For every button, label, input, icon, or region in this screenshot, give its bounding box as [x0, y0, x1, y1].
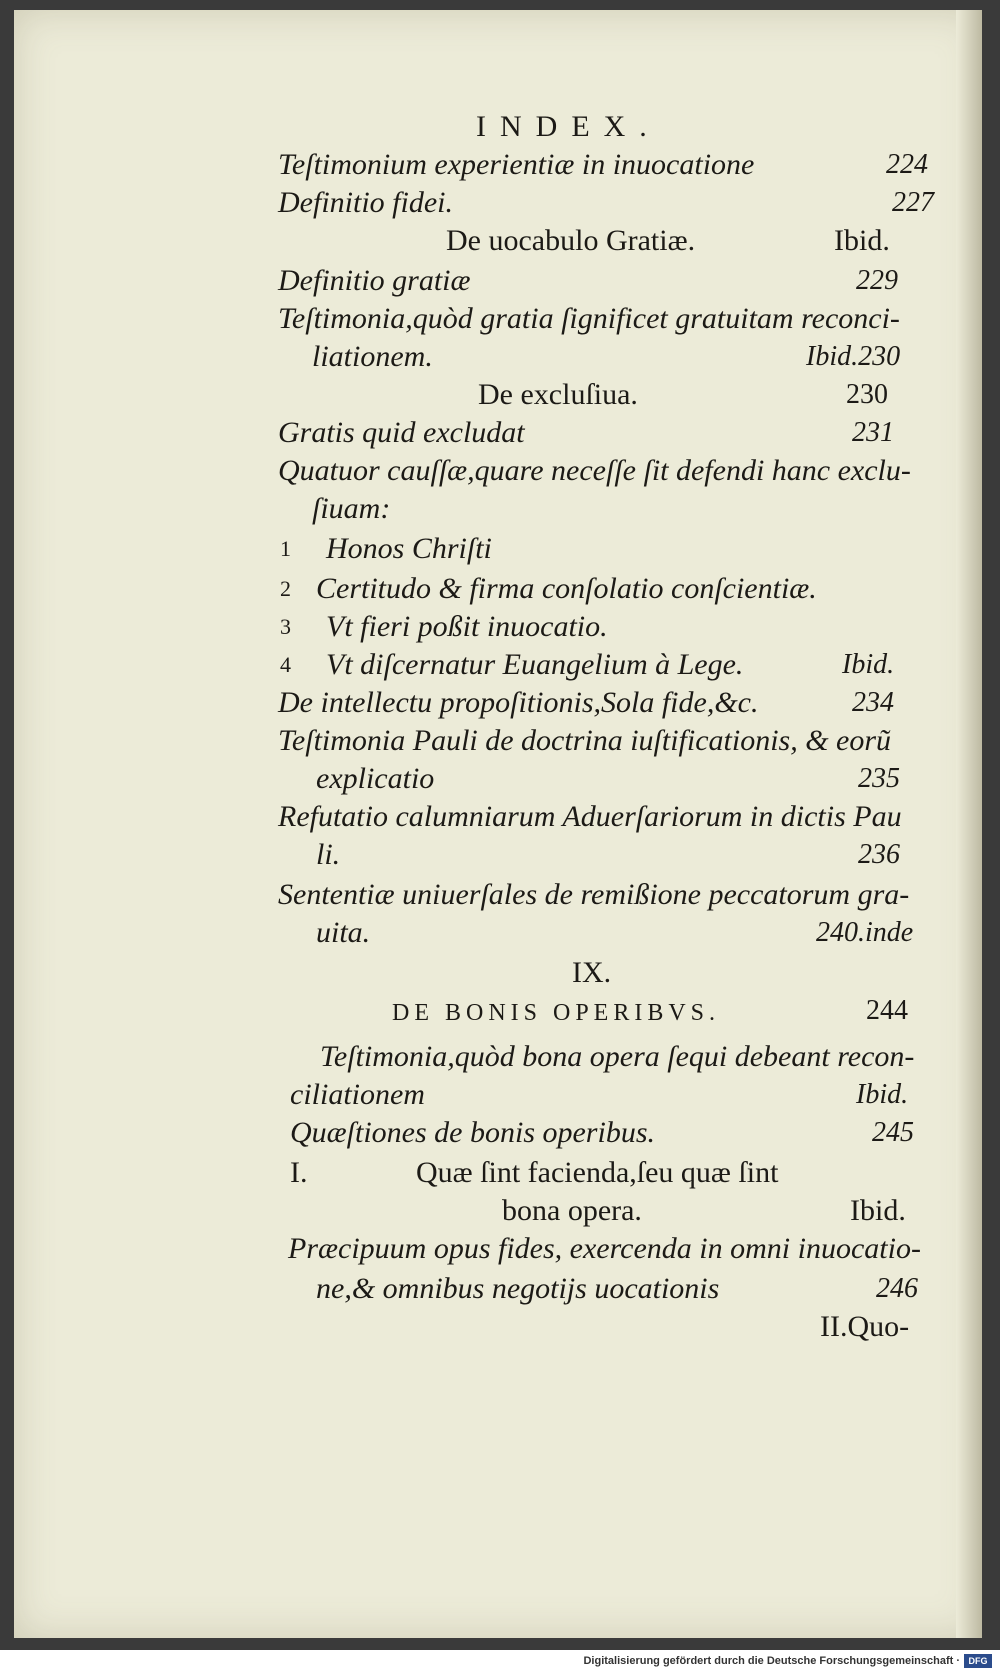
index-text: INDEX. Teſtimonium experientiæ in inuocatione 224 Definitio fidei. 227 De uocabulo Gratiæ. Ibid. Definitio gratiæ 229 Teſtimonia,quòd gratia ſignificet gratuitam reconci- liationem. Ibid.230 De excluſiua. 230 Gratis quid excludat 231 Quatuor cauſſæ,quare neceſſe ſit defendi hanc exclu- ſiuam: 1 Honos Chriſti 2 Certitudo & firma conſolatio conſcientiæ. 3 Vt fieri poßit inuocatio. 4 Vt diſcernatur Euangelium à Lege. Ibid. De intellectu propoſitionis,Sola fide,&c. 234 Teſtimonia Pauli de doctrina iuſtificationis, & eorũ explicatio 235 Refutatio calumniarum Aduerſariorum in dictis Pau li. 236 Sententiæ uniuerſales de remißione peccatorum gra- uita. 240.inde IX. DE BONIS OPERIBVS. 244 Teſtimonia,quòd bona opera ſequi debeant recon- ciliationem Ibid. Quæſtiones de bonis operibus. 245 I. Quæ ſint facienda,ſeu quæ ſint bona opera. Ibid. Præcipuum opus fides, exercenda in omni inuocatio- ne,& omnibus negotijs uocationis 246 II.Quo- — [14, 10, 982, 1638]
footer-credit: Digitalisierung gefördert durch die Deutsche Forschungsgemeinschaft · — [583, 1655, 960, 1667]
catchword: II.Quo- — [820, 1310, 910, 1343]
page — [14, 10, 982, 1638]
dfg-logo: DFG — [964, 1654, 992, 1668]
page-title: INDEX. — [476, 110, 661, 143]
digitization-footer — [0, 1650, 1000, 1674]
